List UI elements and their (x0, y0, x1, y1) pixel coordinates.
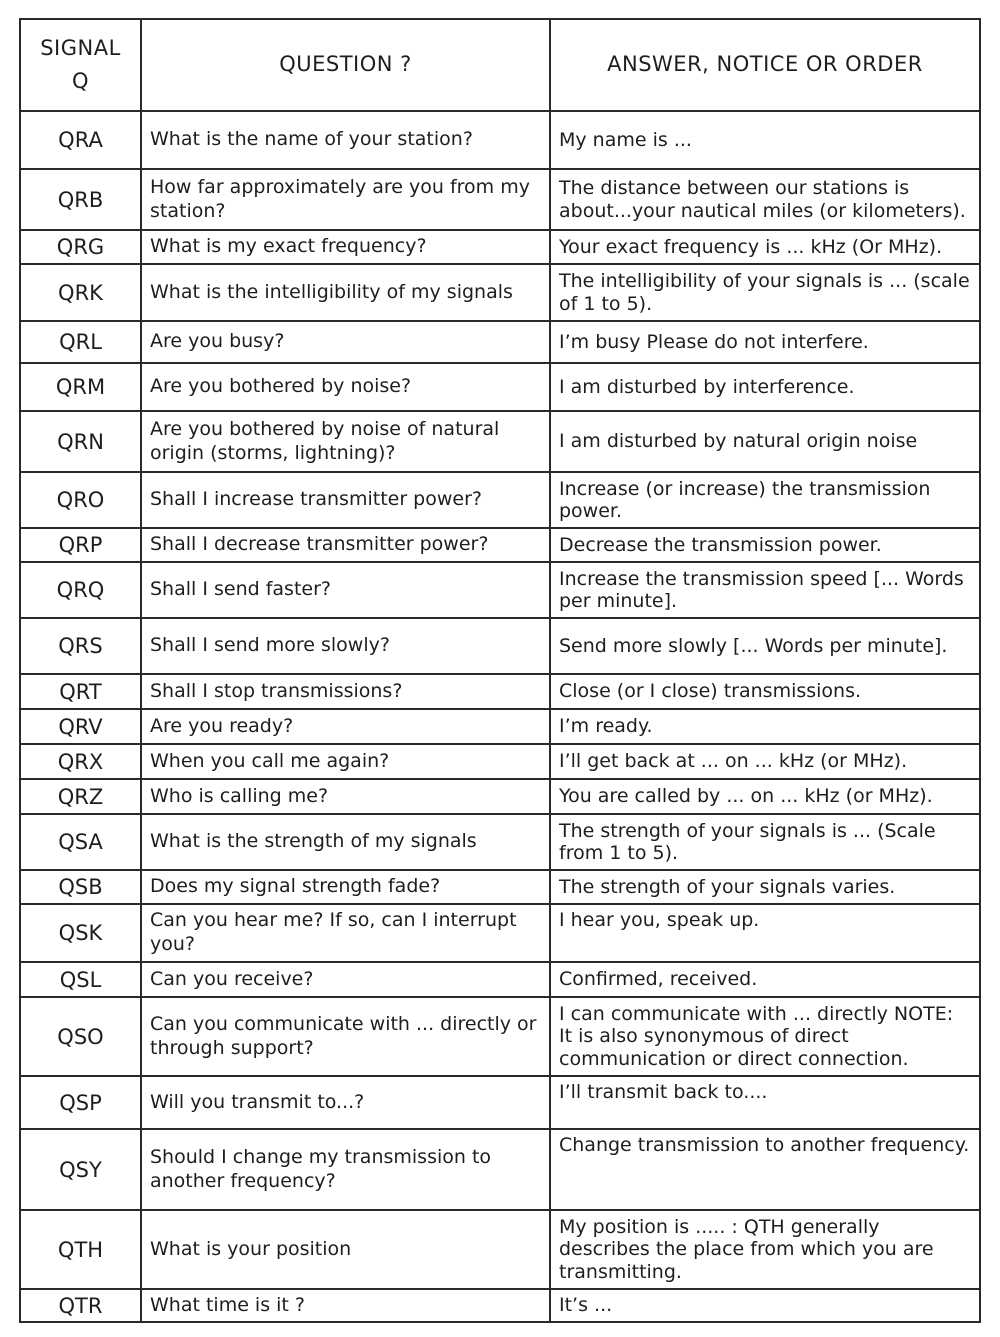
question-cell: Can you communicate with ... directly or through support? (141, 997, 550, 1076)
q-code-table (19, 18, 981, 1323)
answer-cell: The distance between our stations is about...your nautical miles (or kilometers). (550, 169, 980, 230)
signal-code: QSY (20, 1129, 141, 1210)
table-row (20, 1076, 980, 1129)
answer-cell: It’s ... (550, 1289, 980, 1322)
table-row (20, 230, 980, 264)
signal-code: QRG (20, 230, 141, 264)
table-row (20, 1210, 980, 1289)
answer-cell: Decrease the transmission power. (550, 528, 980, 562)
question-cell: Shall I decrease transmitter power? (141, 528, 550, 562)
table-row (20, 1289, 980, 1322)
signal-code: QSL (20, 962, 141, 997)
table-row (20, 169, 980, 230)
signal-code: QRL (20, 321, 141, 363)
question-cell: Will you transmit to...? (141, 1076, 550, 1129)
question-cell: Shall I stop transmissions? (141, 674, 550, 709)
question-cell: Are you bothered by noise of natural origin (storms, lightning)? (141, 411, 550, 472)
signal-code: QRQ (20, 562, 141, 618)
table-row (20, 674, 980, 709)
signal-code: QRN (20, 411, 141, 472)
question-cell: Can you hear me? If so, can I interrupt you? (141, 904, 550, 962)
signal-code: QSA (20, 814, 141, 870)
answer-cell: I can communicate with ... directly NOTE: It is also synonymous of direct communication or direct connection. (550, 997, 980, 1076)
question-cell: What is your position (141, 1210, 550, 1289)
answer-cell: Increase the transmission speed [... Words per minute]. (550, 562, 980, 618)
answer-cell: Your exact frequency is ... kHz (Or MHz). (550, 230, 980, 264)
answer-cell: I’m ready. (550, 709, 980, 744)
question-cell: What is the intelligibility of my signals (141, 264, 550, 321)
signal-code: QSO (20, 997, 141, 1076)
signal-code: QTH (20, 1210, 141, 1289)
question-cell: Are you bothered by noise? (141, 363, 550, 411)
signal-code: QRP (20, 528, 141, 562)
signal-code: QRA (20, 111, 141, 169)
answer-cell: Close (or I close) transmissions. (550, 674, 980, 709)
table-row (20, 618, 980, 674)
table-row (20, 904, 980, 962)
signal-code: QSB (20, 870, 141, 904)
question-cell: Are you ready? (141, 709, 550, 744)
answer-cell: I am disturbed by natural origin noise (550, 411, 980, 472)
header-signal-label: SIGNAL Q (40, 36, 121, 93)
question-cell: What time is it ? (141, 1289, 550, 1322)
answer-cell: The strength of your signals varies. (550, 870, 980, 904)
answer-cell: I am disturbed by interference. (550, 363, 980, 411)
table-row (20, 709, 980, 744)
question-cell: Does my signal strength fade? (141, 870, 550, 904)
answer-cell: I hear you, speak up. (550, 904, 980, 962)
question-cell: Shall I send faster? (141, 562, 550, 618)
question-cell: How far approximately are you from my station? (141, 169, 550, 230)
signal-code: QRT (20, 674, 141, 709)
table-row (20, 411, 980, 472)
table-row (20, 744, 980, 779)
signal-code: QTR (20, 1289, 141, 1322)
question-cell: Are you busy? (141, 321, 550, 363)
table-row (20, 870, 980, 904)
signal-code: QRK (20, 264, 141, 321)
question-cell: Shall I send more slowly? (141, 618, 550, 674)
table-row (20, 321, 980, 363)
answer-cell: Increase (or increase) the transmission power. (550, 472, 980, 528)
header-row (20, 19, 980, 111)
question-cell: What is my exact frequency? (141, 230, 550, 264)
table-row (20, 528, 980, 562)
table-row (20, 472, 980, 528)
question-cell: When you call me again? (141, 744, 550, 779)
table-row (20, 111, 980, 169)
signal-code: QRZ (20, 779, 141, 814)
question-cell: Should I change my transmission to another frequency? (141, 1129, 550, 1210)
answer-cell: My position is ..... : QTH generally describes the place from which you are transmitting. (550, 1210, 980, 1289)
answer-cell: My name is ... (550, 111, 980, 169)
question-cell: What is the name of your station? (141, 111, 550, 169)
signal-code: QRO (20, 472, 141, 528)
answer-cell: I’ll transmit back to.... (550, 1076, 980, 1129)
signal-code: QRS (20, 618, 141, 674)
header-signal (20, 19, 141, 111)
answer-cell: I’ll get back at ... on ... kHz (or MHz). (550, 744, 980, 779)
signal-code: QSP (20, 1076, 141, 1129)
table-row (20, 814, 980, 870)
answer-cell: Send more slowly [... Words per minute]. (550, 618, 980, 674)
question-cell: What is the strength of my signals (141, 814, 550, 870)
answer-cell: The strength of your signals is ... (Scale from 1 to 5). (550, 814, 980, 870)
table-row (20, 264, 980, 321)
question-cell: Who is calling me? (141, 779, 550, 814)
header-question: QUESTION ? (141, 19, 550, 111)
answer-cell: The intelligibility of your signals is ... (scale of 1 to 5). (550, 264, 980, 321)
question-cell: Shall I increase transmitter power? (141, 472, 550, 528)
signal-code: QRB (20, 169, 141, 230)
signal-code: QRX (20, 744, 141, 779)
answer-cell: Confirmed, received. (550, 962, 980, 997)
table-row (20, 962, 980, 997)
table-row (20, 779, 980, 814)
signal-code: QRM (20, 363, 141, 411)
answer-cell: Change transmission to another frequency. (550, 1129, 980, 1210)
answer-cell: You are called by ... on ... kHz (or MHz). (550, 779, 980, 814)
signal-code: QRV (20, 709, 141, 744)
table-row (20, 562, 980, 618)
answer-cell: I’m busy Please do not interfere. (550, 321, 980, 363)
table-row (20, 997, 980, 1076)
question-cell: Can you receive? (141, 962, 550, 997)
signal-code: QSK (20, 904, 141, 962)
table-row (20, 1129, 980, 1210)
header-answer: ANSWER, NOTICE OR ORDER (550, 19, 980, 111)
table-row (20, 363, 980, 411)
